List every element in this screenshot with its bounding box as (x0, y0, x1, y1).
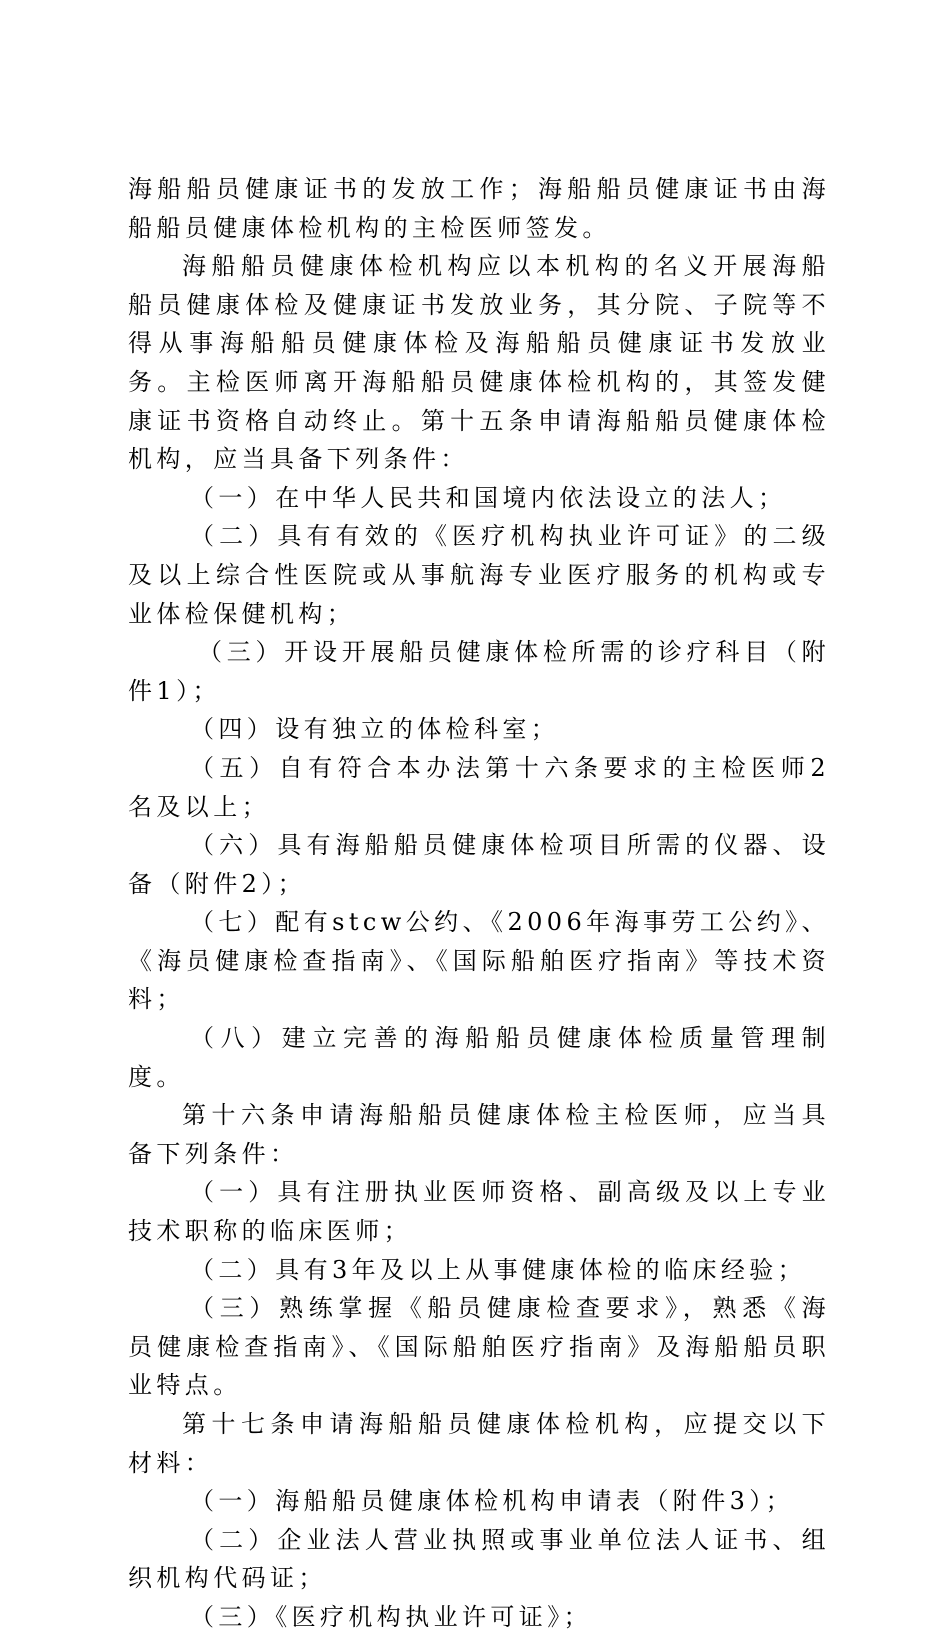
paragraph-1: 海船船员健康证书的发放工作；海船船员健康证书由海船船员健康体检机构的主检医师签发。 (128, 175, 830, 242)
material-item-1: （一）海船船员健康体检机构申请表（附件3）； (190, 1487, 795, 1516)
condition-item-7: （七）配有stcw公约、《2006年海事劳工公约》、《海员健康检查指南》、《国际船舶医疗指南》等技术资料； (128, 908, 830, 1014)
condition-item-2: （二）具有有效的《医疗机构执业许可证》的二级及以上综合性医院或从事航海专业医疗服务的机构或专业体检保健机构； (128, 522, 830, 628)
doctor-condition-2: （二）具有3年及以上从事健康体检的临床经验； (190, 1255, 807, 1284)
condition-item-8: （八）建立完善的海船船员健康体检质量管理制度。 (128, 1024, 830, 1091)
condition-item-6: （六）具有海船船员健康体检项目所需的仪器、设备（附件2）； (128, 831, 830, 898)
condition-item-4: （四）设有独立的体检科室； (190, 715, 560, 744)
paragraph-2: 海船船员健康体检机构应以本机构的名义开展海船船员健康体检及健康证书发放业务，其分院、子院等不得从事海船船员健康体检及海船船员健康证书发放业务。主检医师离开海船船员健康体检机构的，其签发健康证书资格自动终止。第十五条申请海船船员健康体检机构，应当具备下列条件： (128, 252, 830, 474)
material-item-2: （二）企业法人营业执照或事业单位法人证书、组织机构代码证； (128, 1525, 830, 1593)
article-17: 第十七条申请海船船员健康体检机构，应提交以下材料： (128, 1410, 830, 1477)
condition-item-5: （五）自有符合本办法第十六条要求的主检医师2名及以上； (128, 753, 830, 821)
doctor-condition-1: （一）具有注册执业医师资格、副高级及以上专业技术职称的临床医师； (128, 1178, 830, 1246)
document-body (128, 170, 830, 1637)
condition-item-3: （三）开设开展船员健康体检所需的诊疗科目（附件1）； (128, 638, 830, 705)
material-item-3: （三）《医疗机构执业许可证》； (190, 1602, 592, 1631)
doctor-condition-3: （三）熟练掌握《船员健康检查要求》，熟悉《海员健康检查指南》、《国际船舶医疗指南》及海船船员职业特点。 (128, 1294, 830, 1400)
condition-item-1: （一）在中华人民共和国境内依法设立的法人； (190, 483, 787, 512)
article-16: 第十六条申请海船船员健康体检主检医师，应当具备下列条件： (128, 1101, 830, 1168)
